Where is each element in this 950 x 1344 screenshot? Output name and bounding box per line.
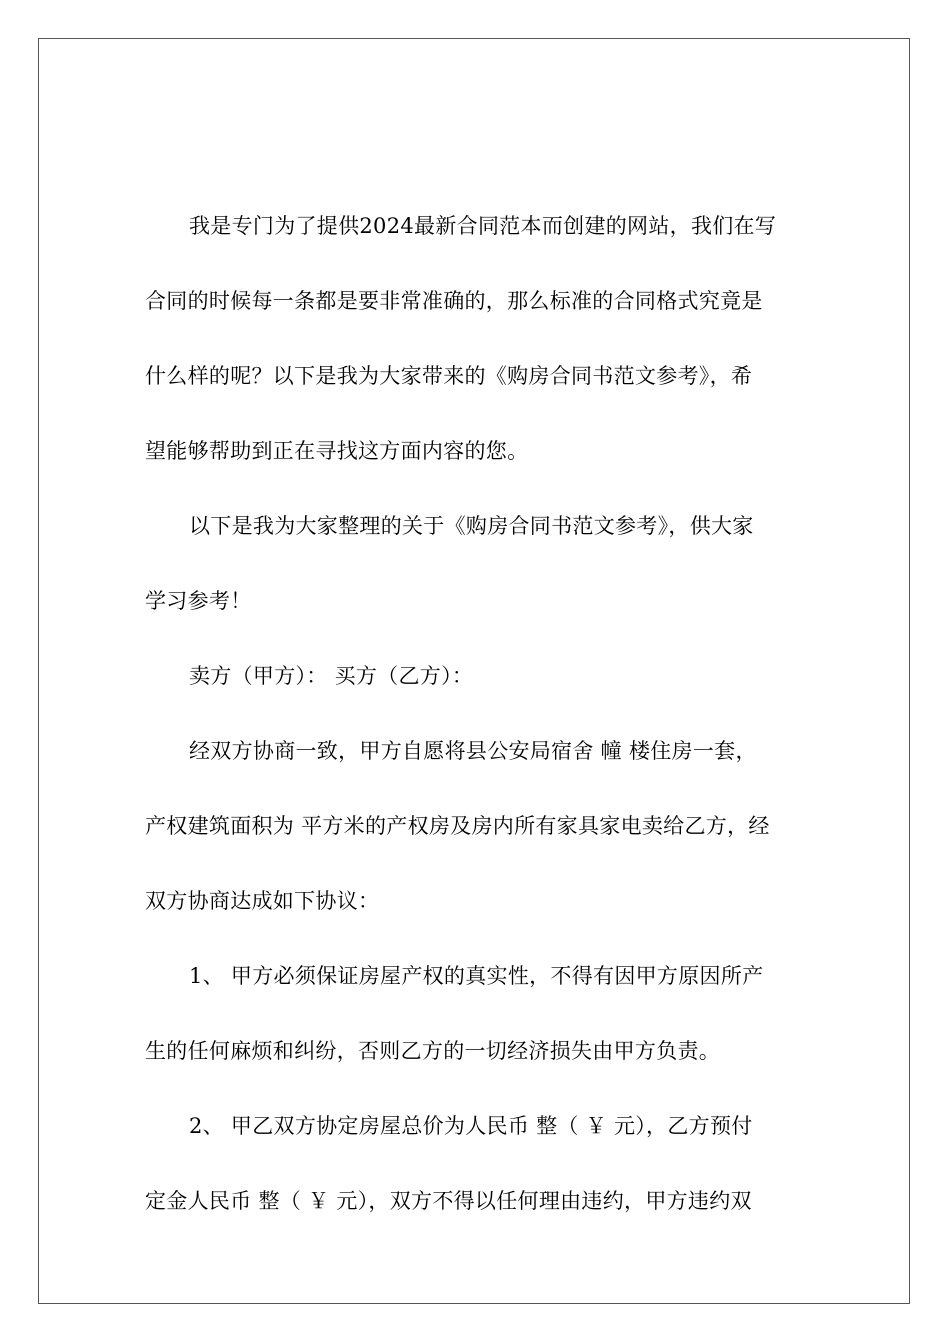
text-line: 经双方协商一致，甲方自愿将县公安局宿舍 幢 楼住房一套， xyxy=(189,739,757,763)
text-line: 双方协商达成如下协议： xyxy=(145,889,380,913)
text-line: 什么样的呢？以下是我为大家带来的《购房合同书范文参考》，希 xyxy=(145,364,753,388)
text-line: 卖方（甲方）： 买方（乙方）： xyxy=(189,664,474,688)
text-line: 合同的时候每一条都是要非常准确的，那么标准的合同格式究竟是 xyxy=(145,289,763,313)
text-line: 定金人民币 整（ ￥ 元），双方不得以任何理由违约，甲方违约双 xyxy=(145,1189,752,1213)
text-line: 2、 甲乙双方协定房屋总价为人民币 整（ ￥ 元），乙方预付 xyxy=(189,1114,753,1138)
text-line: 望能够帮助到正在寻找这方面内容的您。 xyxy=(145,439,529,463)
text-line: 学习参考！ xyxy=(145,589,252,613)
text-line: 1、 甲方必须保证房屋产权的真实性，不得有因甲方原因所产 xyxy=(189,964,764,988)
text-line: 生的任何麻烦和纠纷，否则乙方的一切经济损失由甲方负责。 xyxy=(145,1039,721,1063)
text-line: 我是专门为了提供2024最新合同范本而创建的网站，我们在写 xyxy=(189,214,777,238)
text-line: 产权建筑面积为 平方米的产权房及房内所有家具家电卖给乙方，经 xyxy=(145,814,770,838)
text-line: 以下是我为大家整理的关于《购房合同书范文参考》，供大家 xyxy=(189,514,754,538)
